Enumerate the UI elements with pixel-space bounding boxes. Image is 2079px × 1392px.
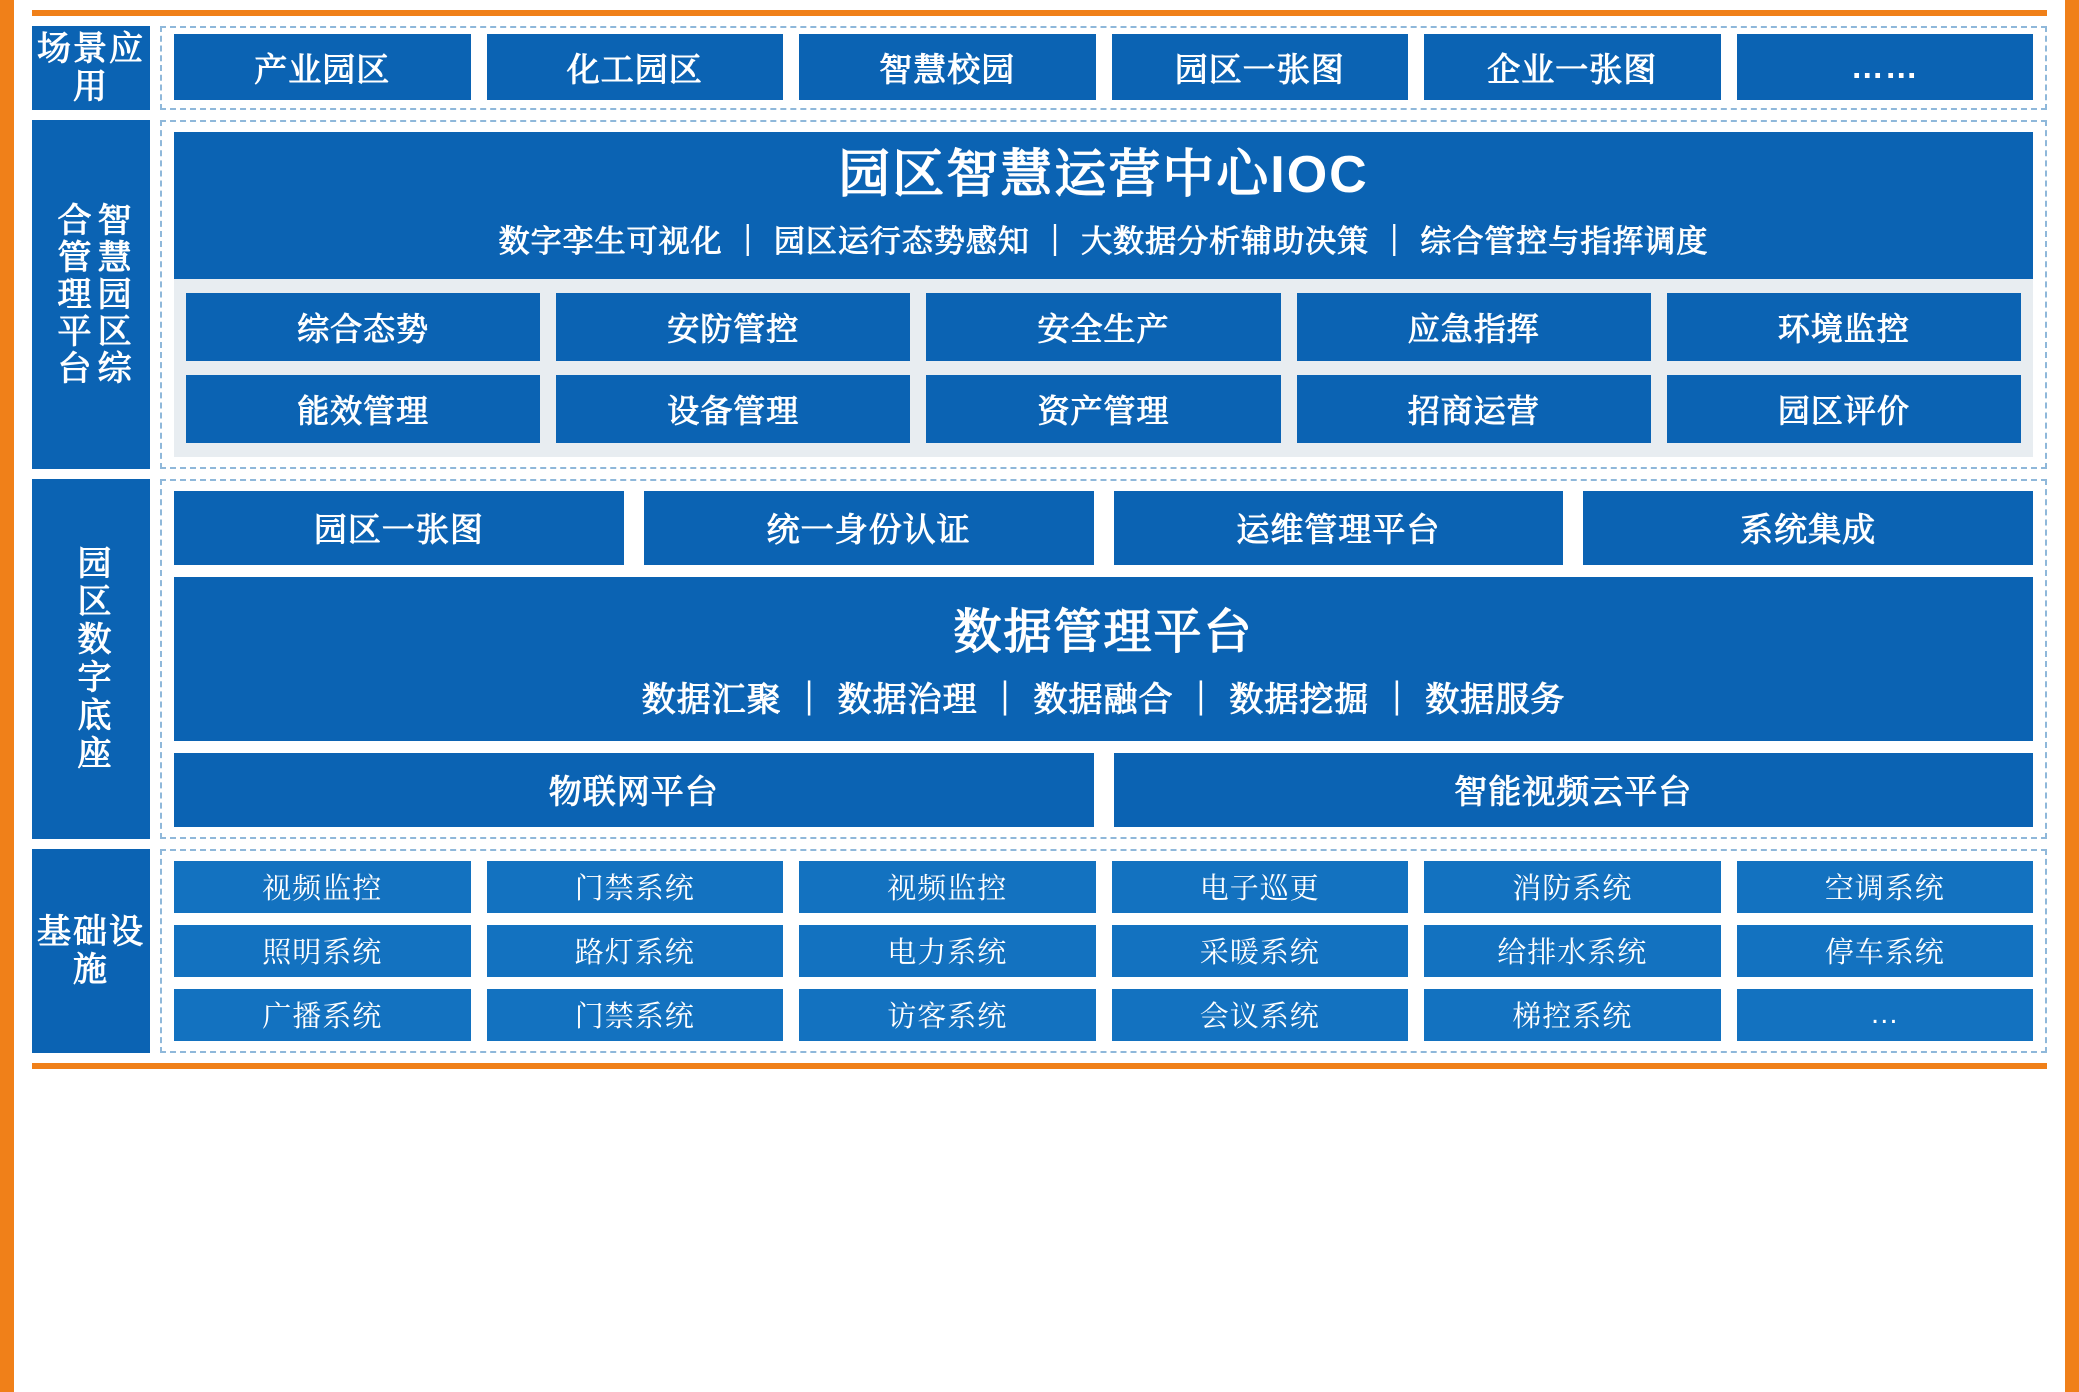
digital-base-system-integration[interactable]: 系统集成 (1583, 491, 2033, 565)
bottom-divider (32, 1063, 2047, 1069)
infrastructure-row-2 (174, 925, 2033, 977)
ioc-module-park-evaluation[interactable]: 园区评价 (1667, 375, 2021, 443)
infrastructure-row-3 (174, 989, 2033, 1041)
scene-item-chemical-park[interactable]: 化工园区 (487, 34, 784, 100)
digital-base-park-one-map[interactable]: 园区一张图 (174, 491, 624, 565)
digital-base-ops-platform[interactable]: 运维管理平台 (1114, 491, 1564, 565)
ioc-module-energy-efficiency[interactable]: 能效管理 (186, 375, 540, 443)
top-divider (32, 10, 2047, 16)
infra-conference-system[interactable]: 会议系统 (1112, 989, 1409, 1041)
band-smart-park-platform (32, 120, 2047, 469)
band-label-digital-base: 园区数字底座 (32, 479, 150, 839)
band-label-platform-outer: 智慧园区综 (92, 202, 131, 388)
ioc-module-environment-monitoring[interactable]: 环境监控 (1667, 293, 2021, 361)
data-management-platform[interactable] (174, 577, 2033, 741)
ioc-module-emergency-command[interactable]: 应急指挥 (1297, 293, 1651, 361)
ioc-title: 园区智慧运营中心IOC (838, 146, 1369, 205)
ioc-module-device-management[interactable]: 设备管理 (556, 375, 910, 443)
scene-item-enterprise-one-map[interactable]: 企业一张图 (1424, 34, 1721, 100)
scene-item-more[interactable]: …… (1737, 34, 2034, 100)
ioc-header (174, 132, 2033, 279)
infra-elevator-control-system[interactable]: 梯控系统 (1424, 989, 1721, 1041)
ioc-module-row-1 (186, 293, 2021, 361)
band-body-digital-base (160, 479, 2047, 839)
ioc-subtitle: 数字孪生可视化 ｜ 园区运行态势感知 ｜ 大数据分析辅助决策 ｜ 综合管控与指挥调度 (498, 223, 1709, 259)
ioc-module-security-control[interactable]: 安防管控 (556, 293, 910, 361)
band-label-infrastructure: 基础设施 (32, 849, 150, 1053)
scene-chip-row (174, 34, 2033, 100)
band-body-scene (160, 26, 2047, 110)
infra-access-control-2[interactable]: 门禁系统 (487, 989, 784, 1041)
digital-base-bottom-row (174, 753, 2033, 827)
ioc-module-grid (174, 279, 2033, 457)
infra-broadcast-system[interactable]: 广播系统 (174, 989, 471, 1041)
infra-electronic-patrol[interactable]: 电子巡更 (1112, 861, 1409, 913)
ioc-module-row-2 (186, 375, 2021, 443)
digital-base-iot-platform[interactable]: 物联网平台 (174, 753, 1094, 827)
scene-item-smart-campus[interactable]: 智慧校园 (799, 34, 1096, 100)
band-label-scene: 场景应用 (32, 26, 150, 110)
infrastructure-row-1 (174, 861, 2033, 913)
ioc-module-asset-management[interactable]: 资产管理 (926, 375, 1280, 443)
infra-street-lamp-system[interactable]: 路灯系统 (487, 925, 784, 977)
ioc-module-safe-production[interactable]: 安全生产 (926, 293, 1280, 361)
band-scene-applications (32, 26, 2047, 110)
infra-more[interactable]: … (1737, 989, 2034, 1041)
infra-power-system[interactable]: 电力系统 (799, 925, 1096, 977)
infra-parking-system[interactable]: 停车系统 (1737, 925, 2034, 977)
scene-item-industrial-park[interactable]: 产业园区 (174, 34, 471, 100)
infra-fire-system[interactable]: 消防系统 (1424, 861, 1721, 913)
digital-base-unified-identity[interactable]: 统一身份认证 (644, 491, 1094, 565)
data-platform-title: 数据管理平台 (953, 605, 1254, 659)
ioc-module-investment-operation[interactable]: 招商运营 (1297, 375, 1651, 443)
infra-video-surveillance-1[interactable]: 视频监控 (174, 861, 471, 913)
band-label-platform-inner: 合管理平台 (52, 202, 90, 388)
band-body-platform (160, 120, 2047, 469)
band-infrastructure (32, 849, 2047, 1053)
ioc-module-overall-situation[interactable]: 综合态势 (186, 293, 540, 361)
infra-water-supply-drainage[interactable]: 给排水系统 (1424, 925, 1721, 977)
infra-visitor-system[interactable]: 访客系统 (799, 989, 1096, 1041)
band-digital-base (32, 479, 2047, 839)
infra-hvac-system[interactable]: 空调系统 (1737, 861, 2034, 913)
scene-item-park-one-map[interactable]: 园区一张图 (1112, 34, 1409, 100)
infra-lighting-system[interactable]: 照明系统 (174, 925, 471, 977)
data-platform-subtitle: 数据汇聚 ｜ 数据治理 ｜ 数据融合 ｜ 数据挖掘 ｜ 数据服务 (641, 680, 1566, 719)
infra-video-surveillance-2[interactable]: 视频监控 (799, 861, 1096, 913)
digital-base-top-row (174, 491, 2033, 565)
band-label-platform (32, 120, 150, 469)
digital-base-video-cloud-platform[interactable]: 智能视频云平台 (1114, 753, 2034, 827)
band-body-infrastructure (160, 849, 2047, 1053)
infra-heating-system[interactable]: 采暖系统 (1112, 925, 1409, 977)
ioc-panel (174, 132, 2033, 457)
infra-access-control-1[interactable]: 门禁系统 (487, 861, 784, 913)
